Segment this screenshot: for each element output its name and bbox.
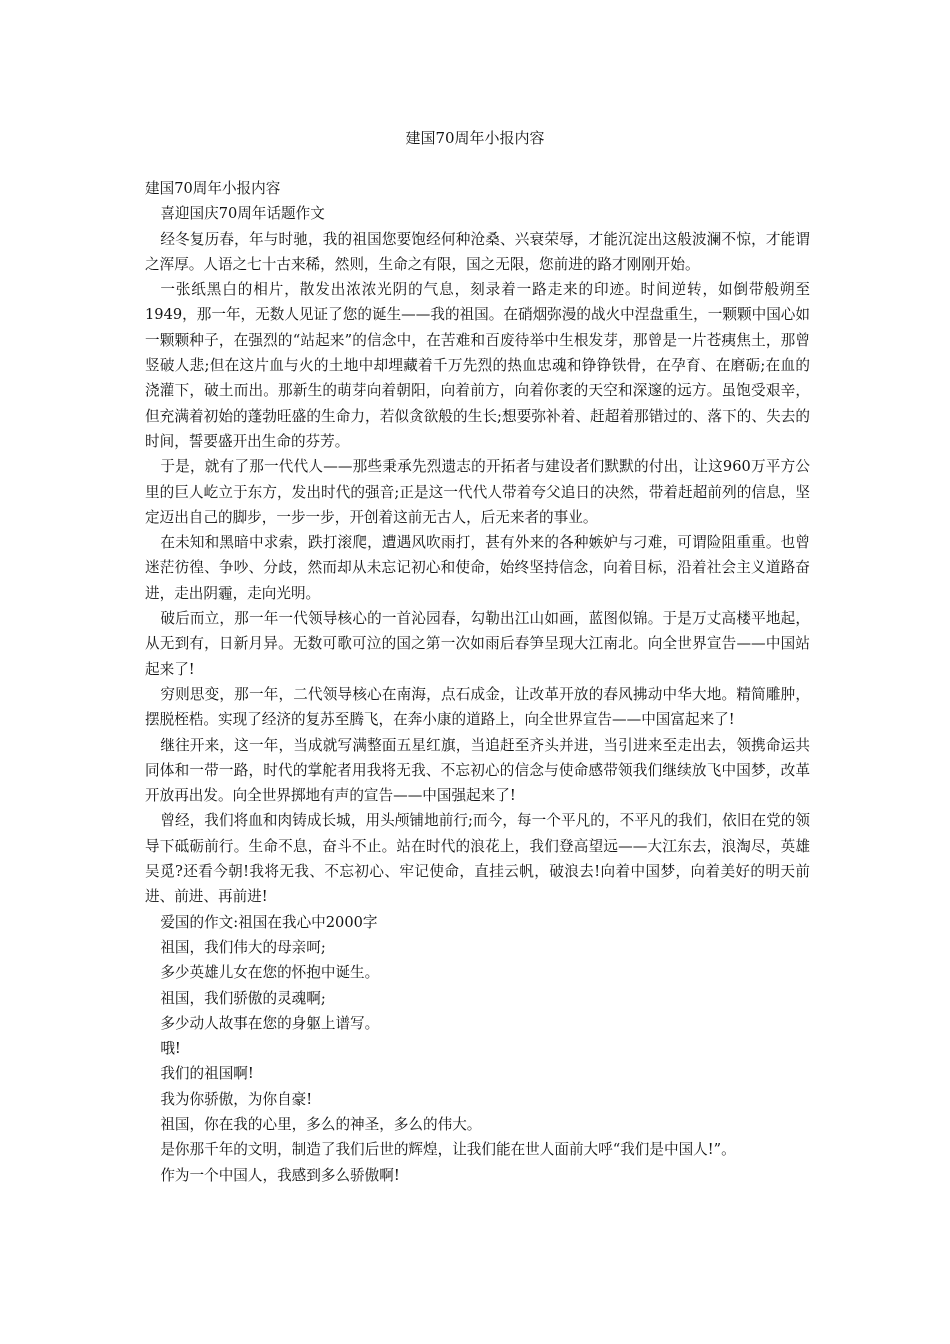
- paragraph: 一张纸黑白的相片，散发出浓浓光阴的气息，刻录着一路走来的印迹。时间逆转，如倒带般朔至1949，那一年，无数人见证了您的诞生——我的祖国。在硝烟弥漫的战火中涅盘重生，一颗颗中国心如一颗颗种子，在强烈的“站起来”的信念中，在苦难和百废待举中生根发芽，那曾是一片苍痍焦土，那曾竖破人悲;但在这片血与火的土地中却埋藏着千万先烈的热血忠魂和铮铮铁骨，在孕育、在磨砺;在血的浇灌下，破土而出。那新生的萌芽向着朝阳，向着前方，向着你袤的天空和深邃的远方。虽饱受艰辛，但充满着初始的蓬勃旺盛的生命力，若似贪欲般的生长;想要弥补着、赶超着那错过的、落下的、失去的时间，誓要盛开出生命的芬芳。: [145, 281, 810, 450]
- paragraph: 经冬复历春，年与时驰，我的祖国您要饱经何种沧桑、兴衰荣辱，才能沉淀出这般波澜不惊，才能谓之浑厚。人语之七十古来稀，然则，生命之有限，国之无限，您前进的路才刚刚开始。: [145, 230, 810, 273]
- paragraph: 喜迎国庆70周年话题作文: [160, 205, 325, 223]
- paragraph: 祖国，你在我的心里，多么的神圣，多么的伟大。: [160, 1115, 482, 1133]
- paragraph: 在未知和黑暗中求索，跌打滚爬，遭遇风吹雨打，甚有外来的各种嫉妒与刁难，可谓险阻重重。也曾迷茫彷徨、争吵、分歧，然而却从未忘记初心和使命，始终坚持信念，向着目标，沿着社会主义道路奋进，走出阴霾，走向光明。: [145, 534, 810, 602]
- paragraph: 是你那千年的文明，制造了我们后世的辉煌，让我们能在世人面前大呼“我们是中国人!”。: [160, 1141, 736, 1159]
- paragraph: 建国70周年小报内容: [145, 180, 281, 197]
- paragraph: 爱国的作文:祖国在我心中2000字: [160, 913, 378, 931]
- document-body: [145, 176, 810, 1188]
- paragraph: 哦!: [160, 1040, 181, 1058]
- paragraph: 破后而立，那一年一代领导核心的一首沁园春，勾勒出江山如画，蓝图似锦。于是万丈高楼平地起，从无到有，日新月异。无数可歌可泣的国之第一次如雨后春笋呈现大江南北。向全世界宣告——中国站起来了!: [145, 610, 810, 678]
- paragraph: 我为你骄傲，为你自豪!: [160, 1090, 313, 1108]
- paragraph: 穷则思变，那一年，二代领导核心在南海，点石成金，让改革开放的春风拂动中华大地。精简雕肿，摆脱桎梏。实现了经济的复苏至腾飞，在奔小康的道路上，向全世界宣告——中国富起来了!: [145, 685, 810, 729]
- paragraph: 我们的祖国啊!: [160, 1065, 254, 1083]
- document-title: 建国70周年小报内容: [405, 129, 545, 147]
- paragraph: 祖国，我们伟大的母亲呵;: [160, 938, 326, 956]
- paragraph: 继往开来，这一年，当成就写满整面五星红旗，当追赶至齐头并进，当引进来至走出去，领携命运共同体和一带一路，时代的掌舵者用我将无我、不忘初心的信念与使命感带领我们继续放飞中国梦，改革开放再出发。向全世界掷地有声的宣告——中国强起来了!: [145, 736, 810, 805]
- paragraph: 多少英雄儿女在您的怀抱中诞生。: [160, 964, 380, 982]
- paragraph: 曾经，我们将血和肉铸成长城，用头颅铺地前行;而今，每一个平凡的，不平凡的我们，依旧在党的领导下砥砺前行。生命不息，奋斗不止。站在时代的浪花上，我们登高望远——大江东去，浪淘尽，英雄吴觅?还看今朝!我将无我、不忘初心、牢记使命，直挂云帆，破浪去!向着中国梦，向着美好的明天前进、前进、再前进!: [145, 812, 810, 906]
- paragraph: 作为一个中国人，我感到多么骄傲啊!: [160, 1166, 400, 1184]
- paragraph: 祖国，我们骄傲的灵魂啊;: [160, 989, 326, 1007]
- paragraph: 多少动人故事在您的身躯上谱写。: [160, 1014, 380, 1032]
- paragraph: 于是，就有了那一代代人——那些秉承先烈遗志的开拓者与建设者们默默的付出，让这960万平方公里的巨人屹立于东方，发出时代的强音;正是这一代代人带着夸父追日的决然，带着赶超前列的信息，坚定迈出自己的脚步，一步一步，开创着这前无古人，后无来者的事业。: [145, 458, 810, 526]
